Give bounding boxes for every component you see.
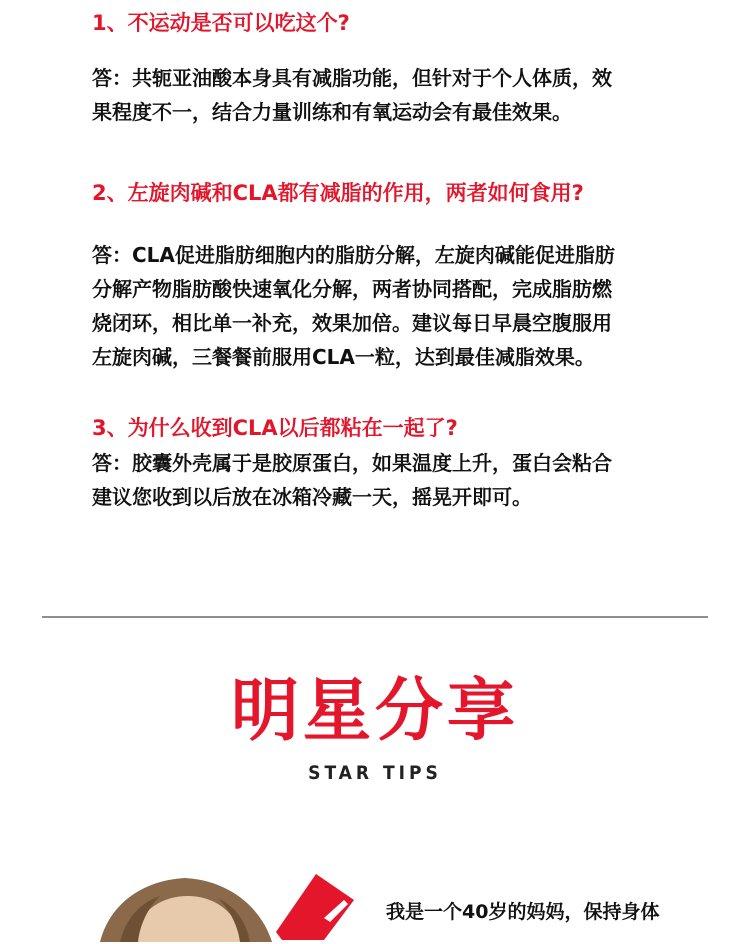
- section-title: 明星分享: [230, 672, 519, 751]
- faq-answer-3-line-1: 答：胶囊外壳属于是胶原蛋白，如果温度上升，蛋白会粘合: [92, 451, 612, 475]
- red-ribbon-graphic: [262, 870, 382, 940]
- faq-answer-2: [92, 238, 672, 374]
- faq-answer-1: [92, 61, 672, 129]
- section-divider: [42, 616, 708, 618]
- faq-answer-2-line-3: 烧闭环，相比单一补充，效果加倍。建议每日早晨空腹服用: [92, 311, 612, 335]
- faq-item-3: [92, 413, 672, 514]
- faq-question-2: 2、左旋肉碱和CLA都有减脂的作用，两者如何食用?: [92, 181, 584, 205]
- faq-item-2: [92, 178, 672, 374]
- faq-answer-3-line-2: 建议您收到以后放在冰箱冷藏一天，摇晃开即可。: [92, 485, 532, 509]
- section-subtitle: STAR TIPS: [308, 762, 442, 784]
- testimonial-text: 我是一个40岁的妈妈，保持身体: [386, 901, 660, 923]
- faq-answer-1-line-1: 答：共轭亚油酸本身具有减脂功能，但针对于个人体质，效: [92, 66, 612, 90]
- faq-answer-2-line-1: 答：CLA促进脂肪细胞内的脂肪分解，左旋肉碱能促进脂肪: [92, 243, 615, 267]
- faq-answer-2-line-4: 左旋肉碱，三餐餐前服用CLA一粒，达到最佳减脂效果。: [92, 345, 595, 369]
- faq-question-3: 3、为什么收到CLA以后都粘在一起了?: [92, 416, 458, 440]
- faq-answer-3: [92, 446, 672, 514]
- faq-question-1: 1、不运动是否可以吃这个?: [92, 11, 350, 35]
- faq-item-1: [92, 8, 672, 129]
- faq-answer-2-line-2: 分解产物脂肪酸快速氧化分解，两者协同搭配，完成脂肪燃: [92, 277, 612, 301]
- celebrity-photo: [90, 862, 280, 942]
- faq-answer-1-line-2: 果程度不一，结合力量训练和有氧运动会有最佳效果。: [92, 100, 572, 124]
